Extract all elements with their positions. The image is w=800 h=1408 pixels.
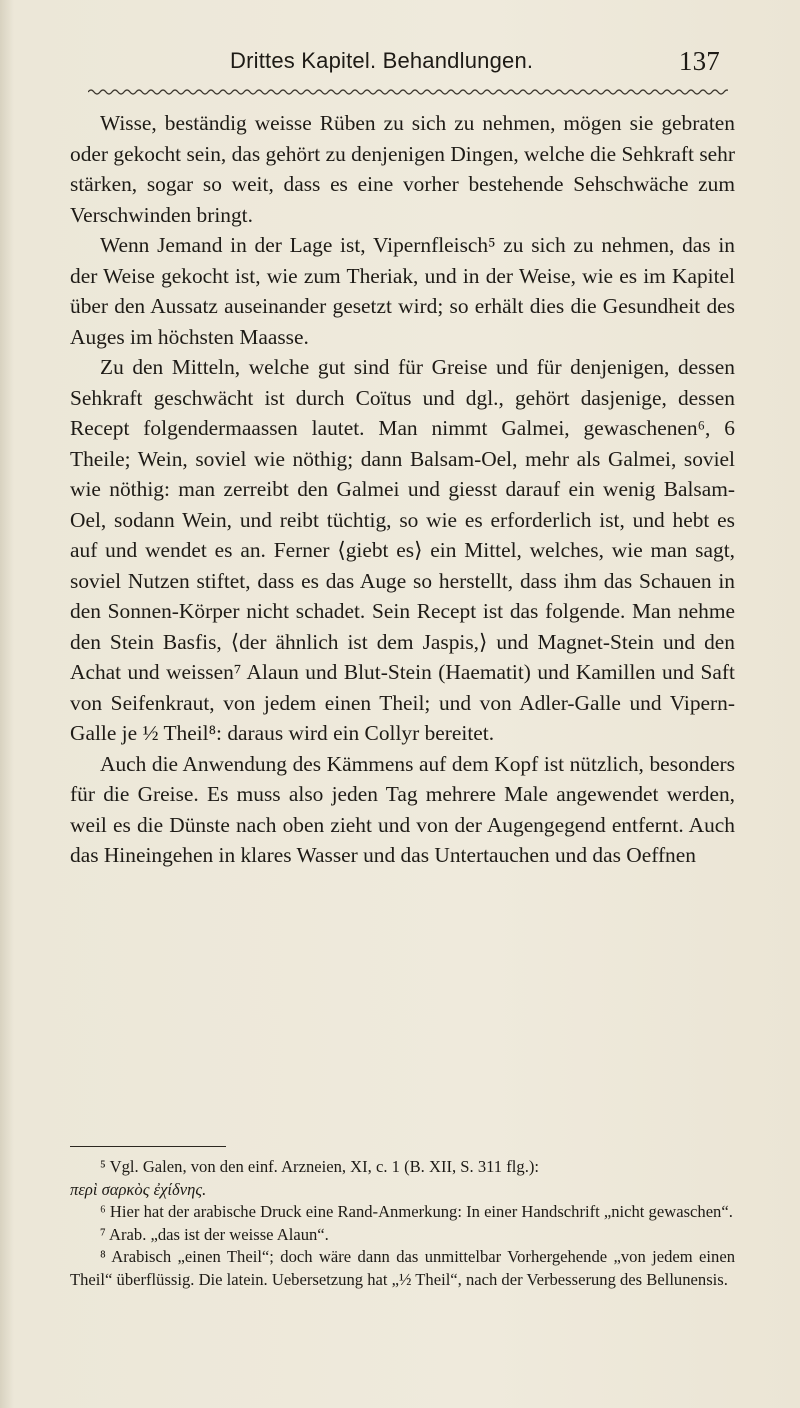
footnote-7: ⁷ Arab. „das ist der weisse Alaun“.: [100, 1224, 329, 1244]
footnote-separator: [70, 1146, 226, 1147]
footnotes: [70, 1156, 735, 1291]
footnote-5: ⁵ Vgl. Galen, von den einf. Arzneien, XI, c. 1 (B. XII, S. 311 flg.):: [100, 1157, 539, 1176]
paragraph: Wenn Jemand in der Lage ist, Vipernfleisch⁵ zu sich zu nehmen, das in der Weise gekocht ist, wie zum Theriak, und in der Weise, wie es im Kapitel über den Aussatz auseinander gesetzt wird; so erhält dies die Gesundheit des Auges im höchsten Maasse.: [70, 233, 735, 349]
footnote-5-greek: περὶ σαρκὸς ἐχίδνης.: [70, 1179, 207, 1199]
running-title: Drittes Kapitel. Behandlungen.: [230, 48, 534, 73]
paragraph: Auch die Anwendung des Kämmens auf dem Kopf ist nützlich, besonders für die Greise. Es muss also jeden Tag mehrere Male angewendet werden, weil es die Dünste nach oben zieht und von der Augengegend entfernt. Auch das Hineingehen in klares Wasser und das Untertauchen und das Oeffnen: [70, 751, 735, 867]
wavy-header-rule: [88, 88, 728, 96]
footnote-6: ⁶ Hier hat der arabische Druck eine Rand-Anmerkung: In einer Handschrift „nicht gewaschen“.: [100, 1202, 733, 1221]
page-number: 137: [678, 46, 720, 76]
paragraph: Wisse, beständig weisse Rüben zu sich zu nehmen, mögen sie gebraten oder gekocht sein, das gehört zu denjenigen Dingen, welche die Sehkraft sehr stärken, sogar so weit, dass es eine vorher bestehende Sehschwäche zum Verschwinden bringt.: [70, 111, 735, 227]
paragraph: Zu den Mitteln, welche gut sind für Greise und für denjenigen, dessen Sehkraft geschwächt ist durch Coïtus und dgl., gehört dasjenige, dessen Recept folgendermaassen lautet. Man nimmt Galmei, gewaschenen⁶, 6 Theile; Wein, soviel wie nöthig; dann Balsam-Oel, mehr als Galmei, soviel wie nöthig: man zerreibt den Galmei und giesst darauf ein wenig Balsam-Oel, sodann Wein, und reibt tüchtig, so wie es erforderlich ist, und hebt es auf und wendet es an. Ferner ⟨giebt es⟩ ein Mittel, welches, wie man sagt, soviel Nutzen stiftet, dass es das Auge so herstellt, dass ihm das Schauen in den Sonnen-Körper nicht schadet. Sein Recept ist das folgende. Man nehme den Stein Basfis, ⟨der ähnlich ist dem Jaspis,⟩ und Magnet-Stein und den Achat und weissen⁷ Alaun und Blut-Stein (Haematit) und Kamillen und Saft von Seifenkraut, von jedem einen Theil; und von Adler-Galle und Vipern-Galle je ½ Theil⁸: daraus wird ein Collyr bereitet.: [70, 355, 735, 745]
footnote-8: ⁸ Arabisch „einen Theil“; doch wäre dann das unmittelbar Vorhergehende „von jedem einen Theil“ überflüssig. Die latein. Uebersetzung hat „½ Theil“, nach der Verbesserung des Bellunensis.: [70, 1247, 735, 1289]
main-text: [70, 108, 735, 871]
